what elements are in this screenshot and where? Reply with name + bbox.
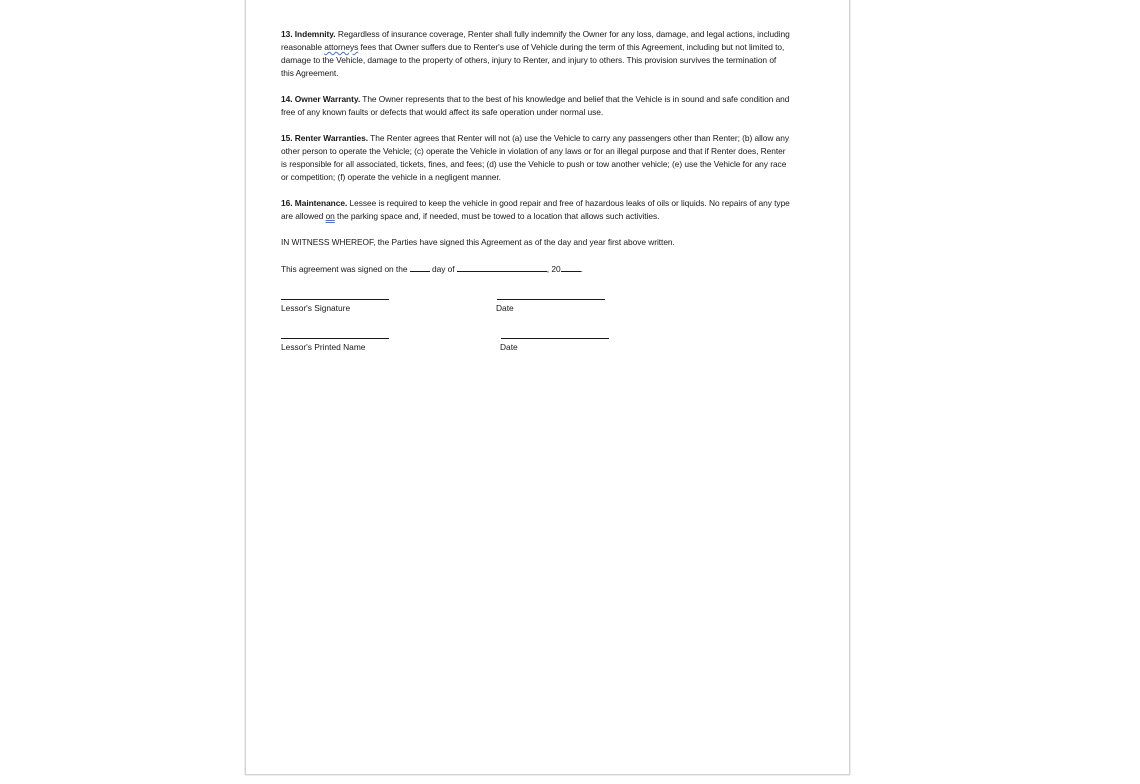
date-label-1: Date	[496, 303, 514, 313]
year-blank[interactable]	[561, 262, 581, 272]
lessor-signature-label: Lessor's Signature	[281, 303, 351, 313]
signed-text: , 20	[546, 264, 561, 274]
page-content	[281, 28, 791, 289]
signed-date-line	[281, 262, 791, 276]
lessor-signature-line[interactable]	[281, 299, 389, 300]
section-text: The Renter agrees that Renter will not (a) use the Vehicle to carry any passengers other than Renter; (b) allow any other person to operate the Vehicle; (c) operate the Vehicle in violation of any laws or for an illegal purpose and that if Renter does, Renter is responsible for all associated, tickets, fines, and fees; (d) use the Vehicle to push or tow another vehicle; (e) use the Vehicle for any race or competition; (f) operate the vehicle in a negligent manner.	[281, 133, 789, 182]
signed-text: day of	[429, 264, 457, 274]
document-page	[245, 0, 850, 775]
section-number: 13.	[281, 29, 293, 39]
section-text: Regardless of insurance coverage, Renter shall fully indemnify the Owner for any loss, damage, and legal actions, including reasonable	[281, 29, 790, 52]
witness-statement: IN WITNESS WHEREOF, the Parties have signed this Agreement as of the day and year first above written.	[281, 237, 675, 247]
lessor-printed-name-line[interactable]	[281, 338, 389, 339]
section-number: 16.	[281, 198, 293, 208]
section-number: 15.	[281, 133, 293, 143]
day-blank[interactable]	[410, 262, 430, 272]
lessor-printed-name-label: Lessor's Printed Name	[281, 342, 366, 352]
section-text: The Owner represents that to the best of his knowledge and belief that the Vehicle is in sound and safe condition and free of any known faults or defects that would affect its safe operation under normal use.	[281, 94, 790, 117]
section-heading: Indemnity.	[294, 29, 336, 39]
grammar-flag-word[interactable]: on	[325, 211, 335, 221]
section-renter-warranties	[281, 132, 791, 184]
signature-block	[281, 296, 791, 356]
signed-text: This agreement was signed on the	[281, 264, 410, 274]
spelling-flag-word[interactable]: attorneys	[324, 42, 359, 52]
section-heading: Maintenance.	[294, 198, 348, 208]
date-line-1[interactable]	[497, 299, 605, 300]
section-text: Lessee is required to keep the vehicle in good repair and free of hazardous leaks of oils or liquids. No repairs of any type are allowed	[281, 198, 790, 221]
section-heading: Renter Warranties.	[294, 133, 369, 143]
section-owner-warranty	[281, 93, 791, 119]
section-number: 14.	[281, 94, 293, 104]
date-label-2: Date	[500, 342, 518, 352]
section-indemnity	[281, 28, 791, 80]
month-blank[interactable]	[457, 262, 547, 272]
section-text: the parking space and, if needed, must be towed to a location that allows such activities.	[334, 211, 660, 221]
signed-text: .	[580, 264, 583, 274]
section-heading: Owner Warranty.	[294, 94, 361, 104]
date-line-2[interactable]	[501, 338, 609, 339]
section-maintenance	[281, 197, 791, 223]
section-text: fees that Owner suffers due to Renter's use of Vehicle during the term of this Agreement, including but not limited to, damage to the Vehicle, damage to the property of others, injury to Renter, and injury to others. This provision survives the termination of this Agreement.	[281, 42, 785, 78]
